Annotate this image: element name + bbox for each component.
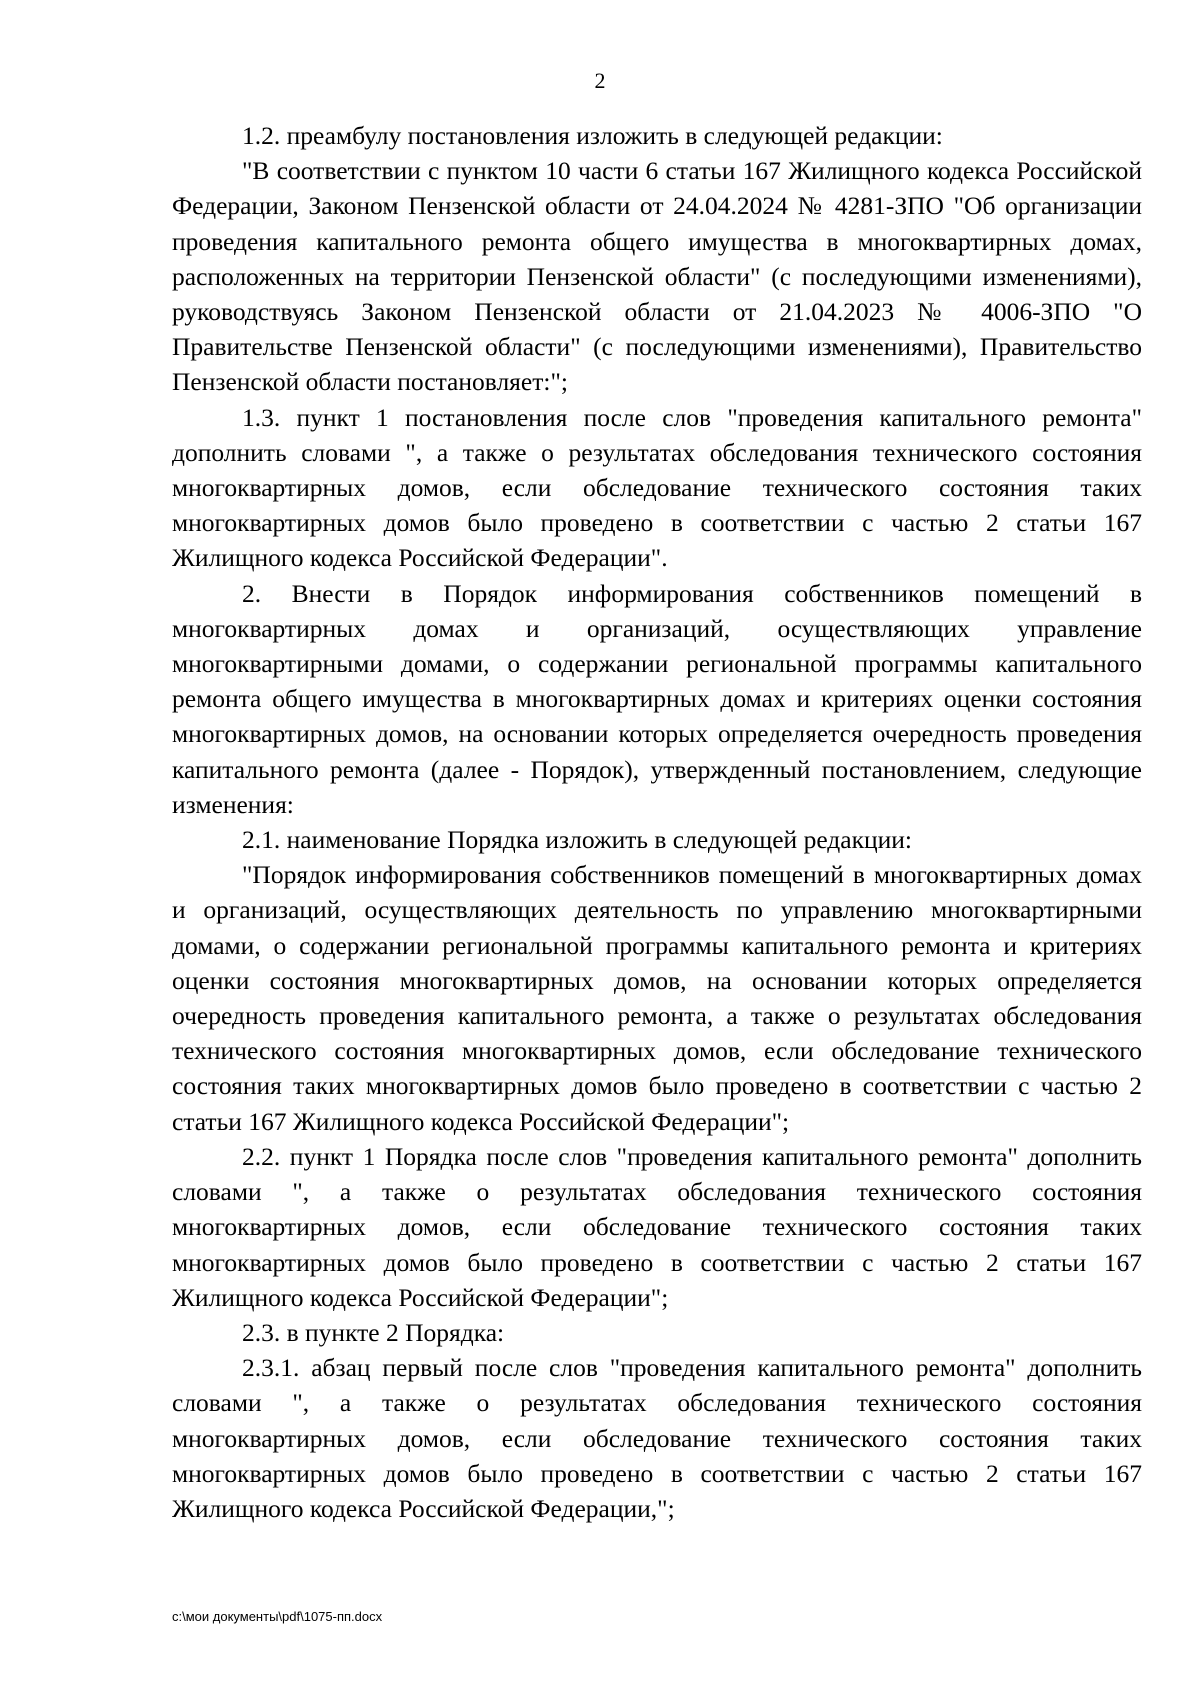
paragraph-order-title-quote: "Порядок информирования собственников помещений в многоквартирных домах и организаций, осуществляющих деятельность по управлению многоквартирными домами, о содержании региональной программы капитального ремонта и критериях оценки состояния многоквартирных домов, на основании которых определяется очередность проведения капитального ремонта, а также о результатах обследования технического состояния многоквартирных домов, если обследование технического состояния таких многоквартирных домов было проведено в соответствии с частью 2 статьи 167 Жилищного кодекса Российской Федерации"; [172,860,1142,1136]
document-body [172,118,1142,1526]
paragraph-2-3: 2.3. в пункте 2 Порядка: [242,1317,505,1347]
paragraph-1-3: 1.3. пункт 1 постановления после слов "проведения капитального ремонта" дополнить словами ", а также о результатах обследования технического состояния многоквартирных домов, если обследование технического состояния таких многоквартирных домов было проведено в соответствии с частью 2 статьи 167 Жилищного кодекса Российской Федерации". [172,402,1142,573]
page-number: 2 [594,68,606,93]
paragraph-2-1: 2.1. наименование Порядка изложить в следующей редакции: [242,825,913,855]
paragraph-preamble-quote: "В соответствии с пунктом 10 части 6 статьи 167 Жилищного кодекса Российской Федерации, Законом Пензенской области от 24.04.2024 № 4281-ЗПО "Об организации проведения капитального ремонта общего имущества в многоквартирных домах, расположенных на территории Пензенской области" (с последующими изменениями), руководствуясь Законом Пензенской области от 21.04.2023 № 4006-ЗПО "О Правительстве Пензенской области" (с последующими изменениями), Правительство Пензенской области постановляет:"; [172,156,1142,397]
paragraph-1-2: 1.2. преамбулу постановления изложить в следующей редакции: [242,121,943,150]
paragraph-2-2: 2.2. пункт 1 Порядка после слов "проведения капитального ремонта" дополнить словами ", а также о результатах обследования технического состояния многоквартирных домов, если обследование технического состояния таких многоквартирных домов было проведено в соответствии с частью 2 статьи 167 Жилищного кодекса Российской Федерации"; [172,1141,1142,1312]
footer-file-path: c:\мои документы\pdf\1075-пп.docx [172,1609,383,1624]
paragraph-2: 2. Внести в Порядок информирования собственников помещений в многоквартирных домах и организаций, осуществляющих управление многоквартирными домами, о содержании региональной программы капитального ремонта общего имущества в многоквартирных домах и критериях оценки состояния многоквартирных домов, на основании которых определяется очередность проведения капитального ремонта (далее - Порядок), утвержденный постановлением, следующие изменения: [172,578,1142,819]
paragraph-2-3-1: 2.3.1. абзац первый после слов "проведения капитального ремонта" дополнить словами ", а также о результатах обследования технического состояния многоквартирных домов, если обследование технического состояния таких многоквартирных домов было проведено в соответствии с частью 2 статьи 167 Жилищного кодекса Российской Федерации,"; [172,1353,1142,1523]
